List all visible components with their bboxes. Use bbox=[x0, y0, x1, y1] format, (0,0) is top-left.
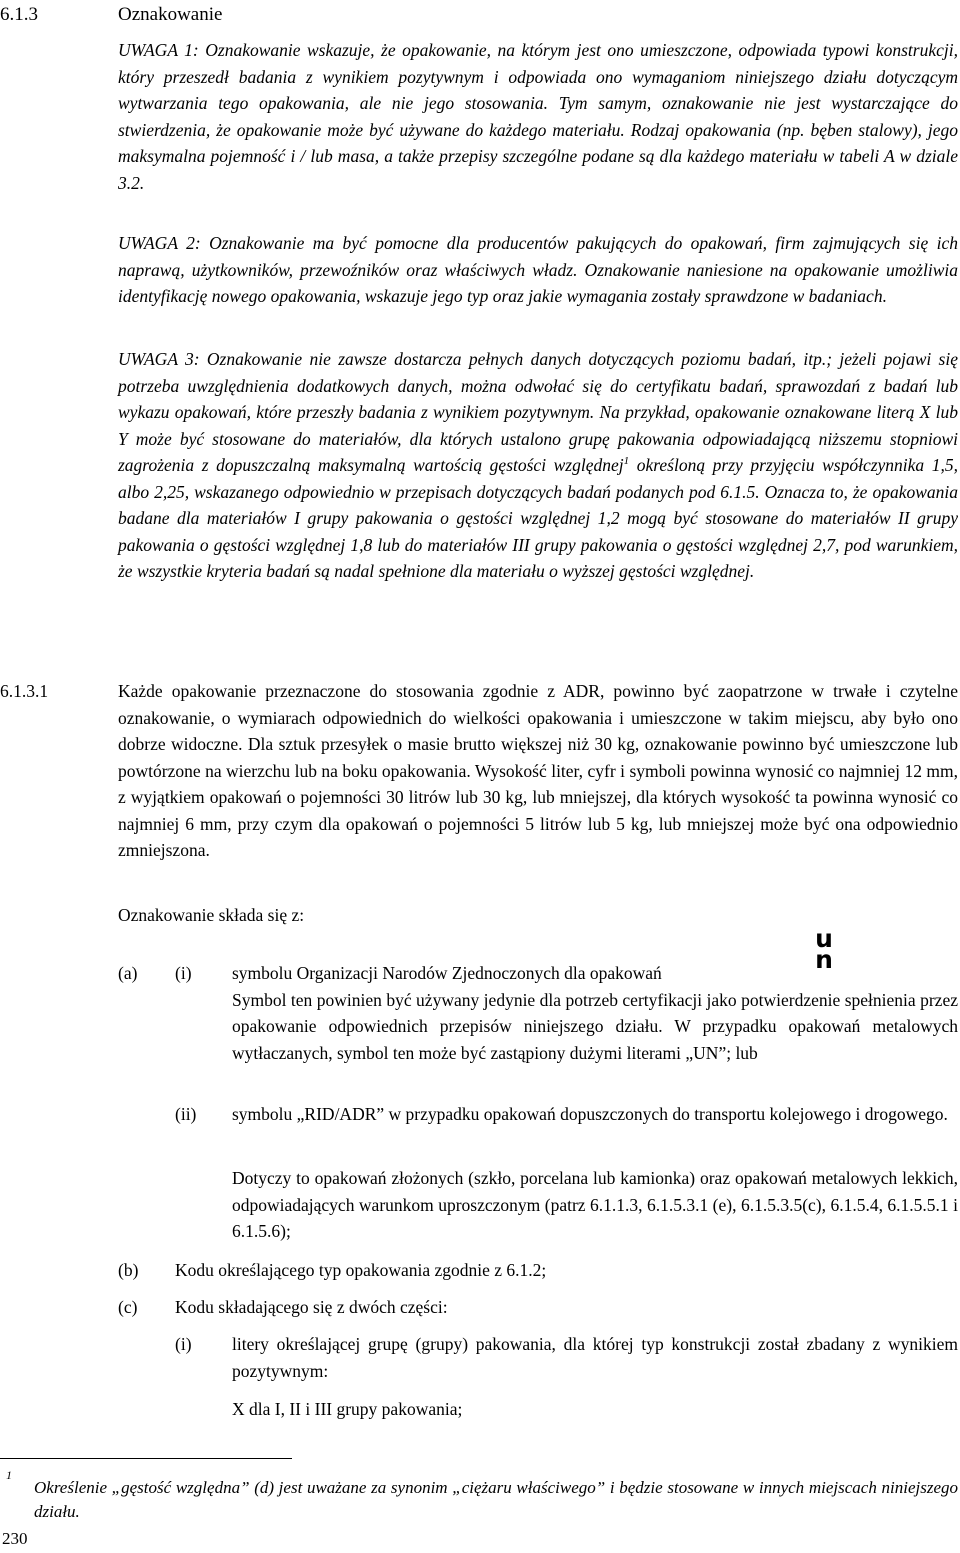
note-2 bbox=[118, 230, 958, 310]
item-c-i-label: (i) bbox=[175, 1334, 192, 1354]
item-a-i-label: (i) bbox=[175, 963, 192, 983]
footnote-divider bbox=[0, 1458, 292, 1459]
item-a-i-continuation: Symbol ten powinien być używany jedynie dla potrzeb certyfikacji jako potwierdzenie spełnienia przez opakowanie odpowiednich przepisów niniejszego działu. W przypadku opakowań metalowych wytłaczanych, symbol ten może być zastąpiony dużymi literami „UN”; lub bbox=[232, 989, 958, 1063]
note-text: Oznakowanie nie zawsze dostarcza pełnych danych dotyczących poziomu badań, itp.; jeżeli pojawi się potrzeba uwzględnienia dodatkowych danych, można odwołać się do certyfikatu badań, sprawozdań z badań lub wykazu opakowań, które przeszły badania z wynikiem pozytywnym. Na przykład, opakowanie oznakowane literą X lub Y może być stosowane do materiałów, dla których ustalono grupę pakowania odpowiadającą niższemu stopniowi zagrożenia z dopuszczalną maksymalną wartością gęstości względnej bbox=[118, 349, 958, 475]
footnote-mark: 1 bbox=[6, 1468, 12, 1482]
note-label: UWAGA 2: bbox=[118, 233, 201, 253]
note-1 bbox=[118, 37, 958, 196]
note-text: Oznakowanie ma być pomocne dla producentów pakujących do opakowań, firm zajmujących się ich naprawą, użytkowników, przewoźników oraz właściwych władz. Oznakowanie naniesione na opakowanie umożliwia identyfikację nowego opakowania, wskazuje jego typ oraz jakie wymagania zostały sprawdzone w badaniach. bbox=[118, 233, 958, 306]
item-a-ii-note: Dotyczy to opakowań złożonych (szkło, porcelana lub kamionka) oraz opakowań metalowych lekkich, odpowiadających warunkom uproszczonym (patrz 6.1.1.3, 6.1.5.3.1 (e), 6.1.5.3.5(c), 6.1.5.4, 6.1.5.5.1 i 6.1.5.6); bbox=[232, 1168, 958, 1241]
item-c-i-text: litery określającej grupę (grupy) pakowania, dla której typ konstrukcji został zbadany z wynikiem pozytywnym: bbox=[232, 1334, 958, 1381]
subsection-body bbox=[118, 678, 958, 864]
item-c-label: (c) bbox=[118, 1297, 138, 1317]
marking-intro: Oznakowanie składa się z: bbox=[118, 905, 305, 925]
footnote-reference: 1 bbox=[623, 455, 630, 468]
subsection-number: 6.1.3.1 bbox=[0, 681, 49, 701]
note-text-cont: określoną przy przyjęciu współczynnika 1,5, albo 2,25, wskazanego odpowiednio w przepisach dotyczących badań podanych pod 6.1.5. Oznacza to, że opakowania badane dla materiałów I grupy pakowania o gęstości względnej 1,2 mogą być stosowane do materiałów II grupy pakowania o gęstości względnej 1,8 lub do materiałów III grupy pakowania o gęstości względnej 2,7, pod warunkiem, że wszystkie kryteria badań są nadal spełnione dla materiału o wyższej gęstości względnej. bbox=[118, 455, 958, 581]
note-text: Oznakowanie wskazuje, że opakowanie, na którym jest ono umieszczone, odpowiada typowi konstrukcji, który przeszedł badania z wynikiem pozytywnym i odpowiada ono wymaganiom niniejszego działu dotyczącym wytwarzania tego opakowania, ale nie jego stosowania. Tym samym, oznakowanie nie jest wystarczające do stwierdzenia, że opakowanie może być używane do każdego materiału. Rodzaj opakowania (np. bęben stalowy), jego maksymalna pojemność i / lub masa, a także przepisy szczególne podane są dla każdego materiału w tabeli A w dziale 3.2. bbox=[118, 40, 958, 193]
item-a-ii-text: symbolu „RID/ADR” w przypadku opakowań dopuszczonych do transportu kolejowego i drogowego. bbox=[232, 1104, 948, 1124]
section-title: Oznakowanie bbox=[118, 4, 223, 25]
item-b-label: (b) bbox=[118, 1260, 139, 1280]
note-3 bbox=[118, 346, 958, 585]
item-c-text: Kodu składającego się z dwóch części: bbox=[175, 1297, 448, 1317]
un-packaging-symbol-icon bbox=[796, 924, 852, 984]
subsection-paragraph: Każde opakowanie przeznaczone do stosowania zgodnie z ADR, powinno być zaopatrzone w trwałe i czytelne oznakowanie, o wymiarach odpowiednich do wielkości opakowania i umieszczone w takim miejscu, aby było ono dobrze widoczne. Dla sztuk przesyłek o masie brutto większej niż 30 kg, oznakowanie powinno być umieszczone lub powtórzone na wierzchu lub na boku opakowania. Wysokość liter, cyfr i symboli powinna wynosić co najmniej 12 mm, z wyjątkiem opakowań o pojemności 30 litrów lub 30 kg, lub mniejszej, dla których wysokość ta powinna wynosić co najmniej 6 mm, przy czym dla opakowań o pojemności 5 litrów lub 5 kg, lub mniejszej może być ona odpowiednio zmniejszona. bbox=[118, 681, 958, 860]
item-b-text: Kodu określającego typ opakowania zgodnie z 6.1.2; bbox=[175, 1260, 547, 1280]
note-label: UWAGA 1: bbox=[118, 40, 199, 60]
un-logo-bottom-letter: n bbox=[815, 945, 833, 974]
note-label: UWAGA 3: bbox=[118, 349, 200, 369]
un-logo-top-letter: u bbox=[815, 924, 833, 953]
footnote-text: Określenie „gęstość względna” (d) jest uważane za synonim „ciężaru właściwego” i będzie stosowane w innych miejscach niniejszego działu. bbox=[34, 1478, 958, 1521]
item-a-i-title: symbolu Organizacji Narodów Zjednoczonych dla opakowań bbox=[232, 963, 662, 983]
item-a-ii-label: (ii) bbox=[175, 1104, 197, 1124]
item-a-label: (a) bbox=[118, 963, 138, 983]
section-number: 6.1.3 bbox=[0, 4, 38, 25]
item-c-i-example: X dla I, II i III grupy pakowania; bbox=[232, 1399, 463, 1419]
page-number: 230 bbox=[2, 1529, 28, 1548]
